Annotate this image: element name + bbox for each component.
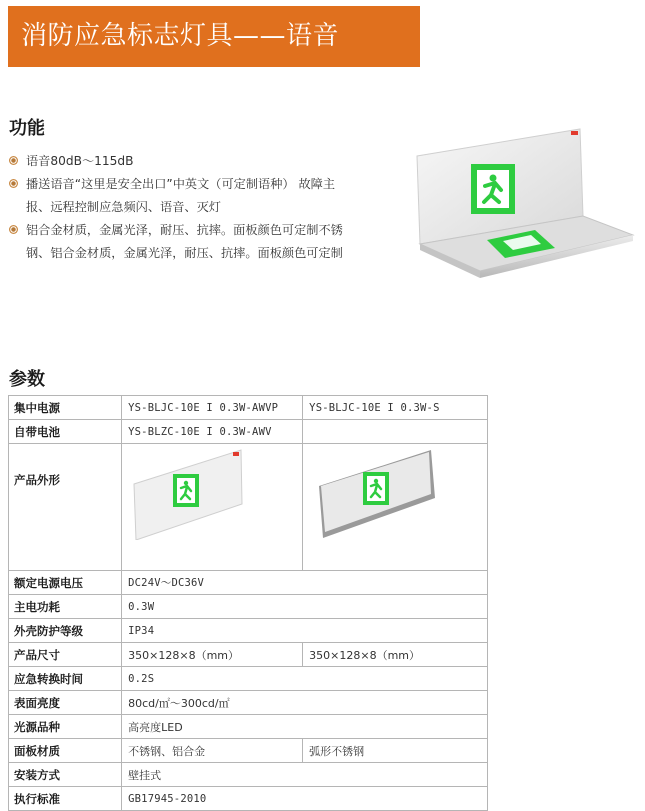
row-label: 额定电源电压	[9, 571, 122, 595]
table-row	[9, 787, 488, 811]
product-image-cell	[303, 444, 488, 571]
table-row	[9, 420, 488, 444]
page-banner	[8, 6, 420, 67]
cell-value: 不锈钢、铝合金	[122, 739, 303, 763]
cell-value: 0.2S	[122, 667, 488, 691]
feature-line: 铝合金材质，金属光泽，耐压、抗摔。面板颜色可定制不锈	[26, 223, 343, 237]
feature-item	[8, 219, 393, 265]
feature-list	[8, 150, 393, 265]
row-label: 自带电池	[9, 420, 122, 444]
feature-line: 钢、铝合金材质，金属光泽，耐压、抗摔。面板颜色可定制	[26, 246, 343, 260]
feature-item	[8, 150, 393, 173]
feature-line: 播送语音“这里是安全出口”中英文（可定制语种） 故障主	[26, 177, 336, 191]
table-row	[9, 571, 488, 595]
bullet-icon	[9, 225, 18, 234]
bullet-icon	[9, 179, 18, 188]
row-label: 主电功耗	[9, 595, 122, 619]
exit-sign-icon	[173, 474, 199, 507]
page-title: 消防应急标志灯具——语音	[21, 21, 340, 51]
row-label: 执行标准	[9, 787, 122, 811]
cell-value: YS-BLJC-10E I 0.3W-AWVP	[122, 396, 303, 420]
spec-table	[8, 395, 488, 811]
cell-value: IP34	[122, 619, 488, 643]
cell-value: 80cd/㎡～300cd/㎡	[122, 691, 488, 715]
table-row	[9, 643, 488, 667]
table-row	[9, 715, 488, 739]
cell-value: 壁挂式	[122, 763, 488, 787]
params-heading: 参数	[9, 369, 45, 390]
cell-value: YS-BLZC-10E I 0.3W-AWV	[122, 420, 303, 444]
table-row	[9, 396, 488, 420]
product-image-cell	[122, 444, 303, 571]
cell-value: 350×128×8（mm）	[122, 643, 303, 667]
cell-value: DC24V～DC36V	[122, 571, 488, 595]
cell-value: GB17945-2010	[122, 787, 488, 811]
row-label: 面板材质	[9, 739, 122, 763]
cell-value: 高亮度LED	[122, 715, 488, 739]
feature-line: 语音80dB～115dB	[26, 154, 134, 168]
feature-line: 报、远程控制应急频闪、语音、灭灯	[26, 200, 221, 214]
bullet-icon	[9, 156, 18, 165]
row-label: 表面亮度	[9, 691, 122, 715]
curved-panel-image	[309, 444, 443, 540]
row-label: 外壳防护等级	[9, 619, 122, 643]
row-label: 光源品种	[9, 715, 122, 739]
row-label: 产品尺寸	[9, 643, 122, 667]
table-row	[9, 691, 488, 715]
cell-value	[303, 420, 488, 444]
row-label: 安装方式	[9, 763, 122, 787]
cell-value: YS-BLJC-10E I 0.3W-S	[303, 396, 488, 420]
functions-heading: 功能	[9, 118, 45, 139]
row-label: 产品外形	[9, 444, 122, 571]
exit-sign-icon	[363, 472, 389, 505]
flat-panel-image	[128, 444, 259, 540]
table-row	[9, 739, 488, 763]
table-row	[9, 763, 488, 787]
feature-item	[8, 173, 393, 219]
indicator-led	[571, 131, 578, 135]
row-label: 应急转换时间	[9, 667, 122, 691]
cell-value: 350×128×8（mm）	[303, 643, 488, 667]
table-row	[9, 667, 488, 691]
cell-value: 弧形不锈钢	[303, 739, 488, 763]
table-row	[9, 619, 488, 643]
table-row	[9, 444, 488, 571]
cell-value: 0.3W	[122, 595, 488, 619]
table-row	[9, 595, 488, 619]
product-hero-image	[405, 120, 645, 295]
row-label: 集中电源	[9, 396, 122, 420]
exit-sign-icon	[471, 164, 515, 214]
